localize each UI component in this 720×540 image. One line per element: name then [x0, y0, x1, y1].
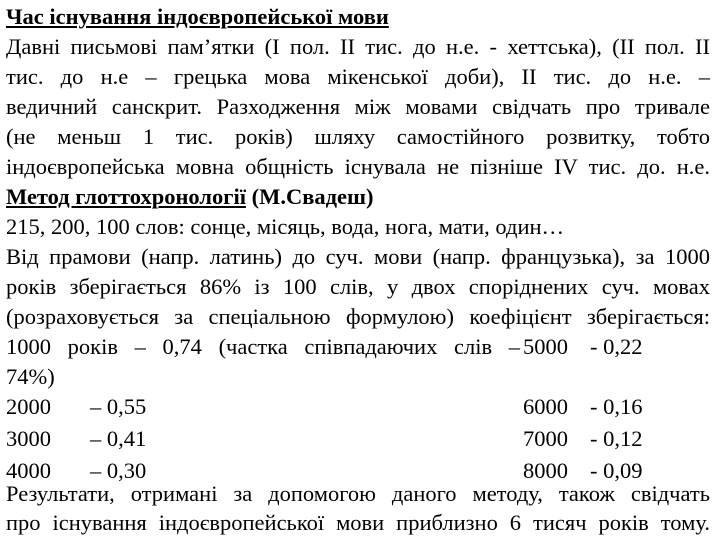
paragraph-line: Від прамови (напр. латинь) до суч. мови (напр. французька), за 1000: [6, 244, 710, 269]
paragraph-line: тис. до н.е – грецька мова мікенської доби), ІІ тис. до н.е. –: [6, 64, 710, 89]
paragraph-line: індоєвропейська мовна общність існувала не пізніше IV тис. до. н.е.: [6, 154, 710, 179]
paragraph-line: (не меньш 1 тис. років) шляху самостійного розвитку, тобто: [6, 124, 710, 149]
retention-left-year: 2000: [6, 394, 51, 419]
method-heading: [6, 182, 710, 212]
retention-left-value: – 0,41: [90, 426, 147, 451]
paragraph-line: (розраховується за спеціальною формулою) коефіцієнт зберігається:: [6, 304, 710, 329]
method-author: (М.Свадеш): [245, 184, 374, 209]
retention-left-value: – 0,30: [90, 458, 147, 483]
retention-first-row-text: 1000 років – 0,74 (частка співпадаючих слів –: [6, 334, 520, 359]
retention-right-year: 8000: [523, 458, 568, 483]
retention-right-value: - 0,16: [590, 394, 643, 419]
method-name: Метод глоттохронології: [6, 184, 246, 209]
retention-left-year: 3000: [6, 426, 51, 451]
conclusion-line: про існування індоєвропейської мови приблизно 6 тисяч років тому.: [6, 510, 710, 535]
retention-right-value: - 0,22: [590, 334, 643, 359]
percent-note: 74%): [6, 364, 55, 389]
section-heading: Час існування індоєвропейської мови: [6, 4, 389, 29]
paragraph-line: років зберігається 86% із 100 слів, у двох споріднених суч. мовах: [6, 274, 710, 299]
retention-left-year: 4000: [6, 458, 51, 483]
paragraph-line: ведичний санскрит. Разходження між мовами свідчать про тривале: [6, 94, 710, 119]
conclusion-line: Результати, отримані за допомогою даного методу, також свідчать: [6, 481, 710, 506]
retention-right-year: 6000: [523, 394, 568, 419]
retention-right-value: - 0,09: [590, 458, 643, 483]
paragraph-line: Давні письмові пам’ятки (І пол. ІІ тис. до н.е. - хеттська), (ІІ пол. ІІ: [6, 34, 710, 59]
retention-right-value: - 0,12: [590, 426, 643, 451]
word-list-line: 215, 200, 100 слов: сонце, місяць, вода, нога, мати, один…: [6, 214, 565, 239]
retention-left-value: – 0,55: [90, 394, 147, 419]
retention-right-year: 5000: [523, 334, 568, 359]
retention-right-year: 7000: [523, 426, 568, 451]
